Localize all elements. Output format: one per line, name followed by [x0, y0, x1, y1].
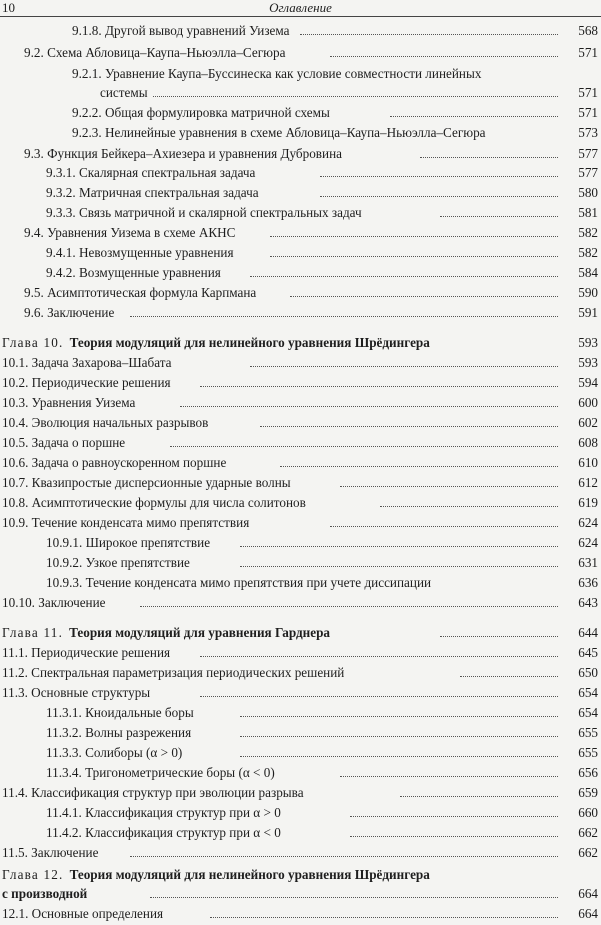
- toc-entry-title: 11.2. Спектральная параметризация периодических решений: [2, 664, 348, 682]
- toc-chapter-12[interactable]: [0, 885, 598, 905]
- toc-entry-page: 610: [574, 454, 598, 472]
- toc-entry-page: 584: [574, 264, 598, 282]
- toc-entry-title: 11.1. Периодические решения: [2, 644, 174, 662]
- toc-entry[interactable]: [0, 145, 598, 165]
- toc-entry[interactable]: [0, 304, 598, 324]
- toc-entry[interactable]: [0, 664, 598, 684]
- toc-entry[interactable]: [0, 124, 598, 144]
- chapter-title: Теория модуляций для уравнения Гарднера: [69, 625, 331, 640]
- toc-entry-title: 9.3. Функция Бейкера–Ахиезера и уравнения Дубровина: [24, 145, 346, 163]
- toc-entry-page: 654: [574, 704, 598, 722]
- chapter-heading: [2, 866, 430, 884]
- chapter-title-continuation: с производной: [2, 885, 91, 903]
- toc-entry-page: 645: [574, 644, 598, 662]
- toc-entry[interactable]: [0, 594, 598, 614]
- toc-entry-title: 10.1. Задача Захарова–Шабата: [2, 354, 176, 372]
- toc-entry[interactable]: [0, 354, 598, 374]
- toc-entry[interactable]: [0, 824, 598, 844]
- toc-entry-page: 602: [574, 414, 598, 432]
- toc-entry-page: 619: [574, 494, 598, 512]
- page-header: [0, 0, 601, 17]
- toc-entry[interactable]: [0, 554, 598, 574]
- toc-entry-title: 10.3. Уравнения Уизема: [2, 394, 139, 412]
- chapter-title: Теория модуляций для нелинейного уравнения Шрёдингера: [69, 867, 430, 882]
- toc-entry-title: 9.3.2. Матричная спектральная задача: [46, 184, 263, 202]
- toc-entry-title: 11.3.3. Солиборы (α > 0): [46, 744, 186, 762]
- chapter-label: Глава 11.: [2, 625, 64, 640]
- toc-entry-page: 582: [574, 244, 598, 262]
- toc-entry-page: 593: [574, 334, 598, 352]
- toc-entry-page: 664: [574, 885, 598, 903]
- toc-chapter-12-first-line: [0, 866, 598, 886]
- toc-entry[interactable]: [0, 474, 598, 494]
- toc-entry-title: 11.3. Основные структуры: [2, 684, 154, 702]
- toc-entry-page: 655: [574, 744, 598, 762]
- toc-entry-title: 11.4. Классификация структур при эволюции разрыва: [2, 784, 308, 802]
- toc-entry[interactable]: [0, 184, 598, 204]
- toc-entry-page: 644: [574, 624, 598, 642]
- toc-entry-title: 10.5. Задача о поршне: [2, 434, 129, 452]
- chapter-title: Теория модуляций для нелинейного уравнения Шрёдингера: [69, 335, 430, 350]
- toc-entry-page: 608: [574, 434, 598, 452]
- toc-entry-title: 9.3.1. Скалярная спектральная задача: [46, 164, 259, 182]
- toc-entry[interactable]: [0, 804, 598, 824]
- toc-entry-page: 568: [574, 22, 598, 40]
- toc-entry-title: 11.5. Заключение: [2, 844, 102, 862]
- toc-entry[interactable]: [0, 764, 598, 784]
- toc-entry-page: 655: [574, 724, 598, 742]
- toc-entry[interactable]: [0, 284, 598, 304]
- toc-entry-title: 11.3.4. Тригонометрические боры (α < 0): [46, 764, 279, 782]
- toc-entry[interactable]: [0, 394, 598, 414]
- toc-entry[interactable]: [0, 744, 598, 764]
- toc-entry-page: 660: [574, 804, 598, 822]
- toc-entry-page: 571: [574, 84, 598, 102]
- toc-entry-title: 10.6. Задача о равноускоренном поршне: [2, 454, 230, 472]
- toc-entry-title: 9.2.1. Уравнение Каупа–Буссинеска как условие совместности линейных: [72, 66, 482, 81]
- toc-entry-title: 9.5. Асимптотическая формула Карпмана: [24, 284, 260, 302]
- toc-entry-title: 11.3.1. Кноидальные боры: [46, 704, 198, 722]
- toc-entry-page: 573: [574, 124, 598, 142]
- toc-chapter-10[interactable]: [0, 334, 598, 354]
- toc-entry-page: 577: [574, 164, 598, 182]
- toc-entry[interactable]: [0, 704, 598, 724]
- toc-entry-title: 9.1.8. Другой вывод уравнений Уизема: [72, 22, 294, 40]
- toc-entry[interactable]: [0, 84, 598, 104]
- toc-entry-title: 9.4.2. Возмущенные уравнения: [46, 264, 225, 282]
- toc-entry-page: 624: [574, 534, 598, 552]
- toc-entry-title: 10.9.3. Течение конденсата мимо препятствия при учете диссипации: [46, 574, 435, 592]
- toc-entry-title: 9.2.3. Нелинейные уравнения в схеме Абловица–Каупа–Ньюэлла–Сегюра: [72, 124, 490, 142]
- toc-entry-title: 10.9.2. Узкое препятствие: [46, 554, 194, 572]
- toc-entry-page: 590: [574, 284, 598, 302]
- toc-entry-title: 11.4.2. Классификация структур при α < 0: [46, 824, 285, 842]
- toc-entry-page: 612: [574, 474, 598, 492]
- toc-entry[interactable]: [0, 104, 598, 124]
- toc-entry-title: 9.2.2. Общая формулировка матричной схемы: [72, 104, 334, 122]
- toc-entry-page: 659: [574, 784, 598, 802]
- chapter-heading: [2, 334, 434, 352]
- toc-entry-page: 662: [574, 824, 598, 842]
- toc-entry[interactable]: [0, 454, 598, 474]
- toc-entry[interactable]: [0, 514, 598, 534]
- toc-entry[interactable]: [0, 224, 598, 244]
- toc-entry[interactable]: [0, 494, 598, 514]
- toc-entry[interactable]: [0, 434, 598, 454]
- toc-entry[interactable]: [0, 684, 598, 704]
- toc-entry-title: 9.4. Уравнения Уизема в схеме АКНС: [24, 224, 239, 242]
- toc-entry-title: 9.6. Заключение: [24, 304, 118, 322]
- toc-entry-title: 10.9.1. Широкое препятствие: [46, 534, 214, 552]
- toc-entry-page: 591: [574, 304, 598, 322]
- toc-entry-title: 9.2. Схема Абловица–Каупа–Ньюэлла–Сегюра: [24, 44, 289, 62]
- toc-entry-title: 10.4. Эволюция начальных разрывов: [2, 414, 212, 432]
- toc-entry-page: 581: [574, 204, 598, 222]
- chapter-heading: [2, 624, 334, 642]
- toc-entry-title: 10.10. Заключение: [2, 594, 110, 612]
- toc-entry[interactable]: [0, 414, 598, 434]
- toc-entry-page: 650: [574, 664, 598, 682]
- toc-entry-title: 10.7. Квазипростые дисперсионные ударные волны: [2, 474, 295, 492]
- toc-entry[interactable]: [0, 22, 598, 42]
- toc-entry-page: 643: [574, 594, 598, 612]
- toc-entry-page: 577: [574, 145, 598, 163]
- toc-entry-page: 594: [574, 374, 598, 392]
- toc-entry-page: 631: [574, 554, 598, 572]
- toc-entry-page: 664: [574, 905, 598, 923]
- toc-entry[interactable]: [0, 534, 598, 554]
- toc-entry[interactable]: [0, 905, 598, 925]
- toc-entry[interactable]: [0, 644, 598, 664]
- toc-chapter-11[interactable]: [0, 624, 598, 644]
- toc-entry-title: 12.1. Основные определения: [2, 905, 167, 923]
- chapter-label: Глава 10.: [2, 335, 64, 350]
- toc-entry-page: 600: [574, 394, 598, 412]
- page-number: 10: [2, 0, 15, 15]
- toc-entry-page: 624: [574, 514, 598, 532]
- toc-entry[interactable]: [0, 724, 598, 744]
- chapter-label: Глава 12.: [2, 867, 64, 882]
- toc-entry-title-continuation: системы: [100, 84, 152, 102]
- toc-entry[interactable]: [0, 244, 598, 264]
- toc-entry-page: 654: [574, 684, 598, 702]
- toc-entry-title: 10.9. Течение конденсата мимо препятствия: [2, 514, 253, 532]
- toc-entry[interactable]: [0, 844, 598, 864]
- toc-entry[interactable]: [0, 164, 598, 184]
- toc-entry-page: 662: [574, 844, 598, 862]
- toc-entry-page: 580: [574, 184, 598, 202]
- toc-entry-page: 571: [574, 44, 598, 62]
- toc-entry-page: 582: [574, 224, 598, 242]
- toc-entry-title: 9.3.3. Связь матричной и скалярной спектральных задач: [46, 204, 366, 222]
- toc-entry[interactable]: [0, 784, 598, 804]
- toc-entry-first-line: [0, 65, 598, 85]
- toc-entry-title: 10.8. Асимптотические формулы для числа солитонов: [2, 494, 310, 512]
- toc-entry[interactable]: [0, 204, 598, 224]
- toc-entry[interactable]: [0, 44, 598, 64]
- running-title: Оглавление: [269, 0, 332, 15]
- toc-entry-title: 9.4.1. Невозмущенные уравнения: [46, 244, 238, 262]
- toc-entry-page: 656: [574, 764, 598, 782]
- toc-entry-page: 593: [574, 354, 598, 372]
- toc-entry-page: 571: [574, 104, 598, 122]
- toc-entry-title: 11.3.2. Волны разрежения: [46, 724, 195, 742]
- toc-entry[interactable]: [0, 574, 598, 594]
- toc-entry[interactable]: [0, 374, 598, 394]
- toc-entry-title: 11.4.1. Классификация структур при α > 0: [46, 804, 285, 822]
- toc-entry[interactable]: [0, 264, 598, 284]
- toc-entry-page: 636: [574, 574, 598, 592]
- toc-entry-title: 10.2. Периодические решения: [2, 374, 175, 392]
